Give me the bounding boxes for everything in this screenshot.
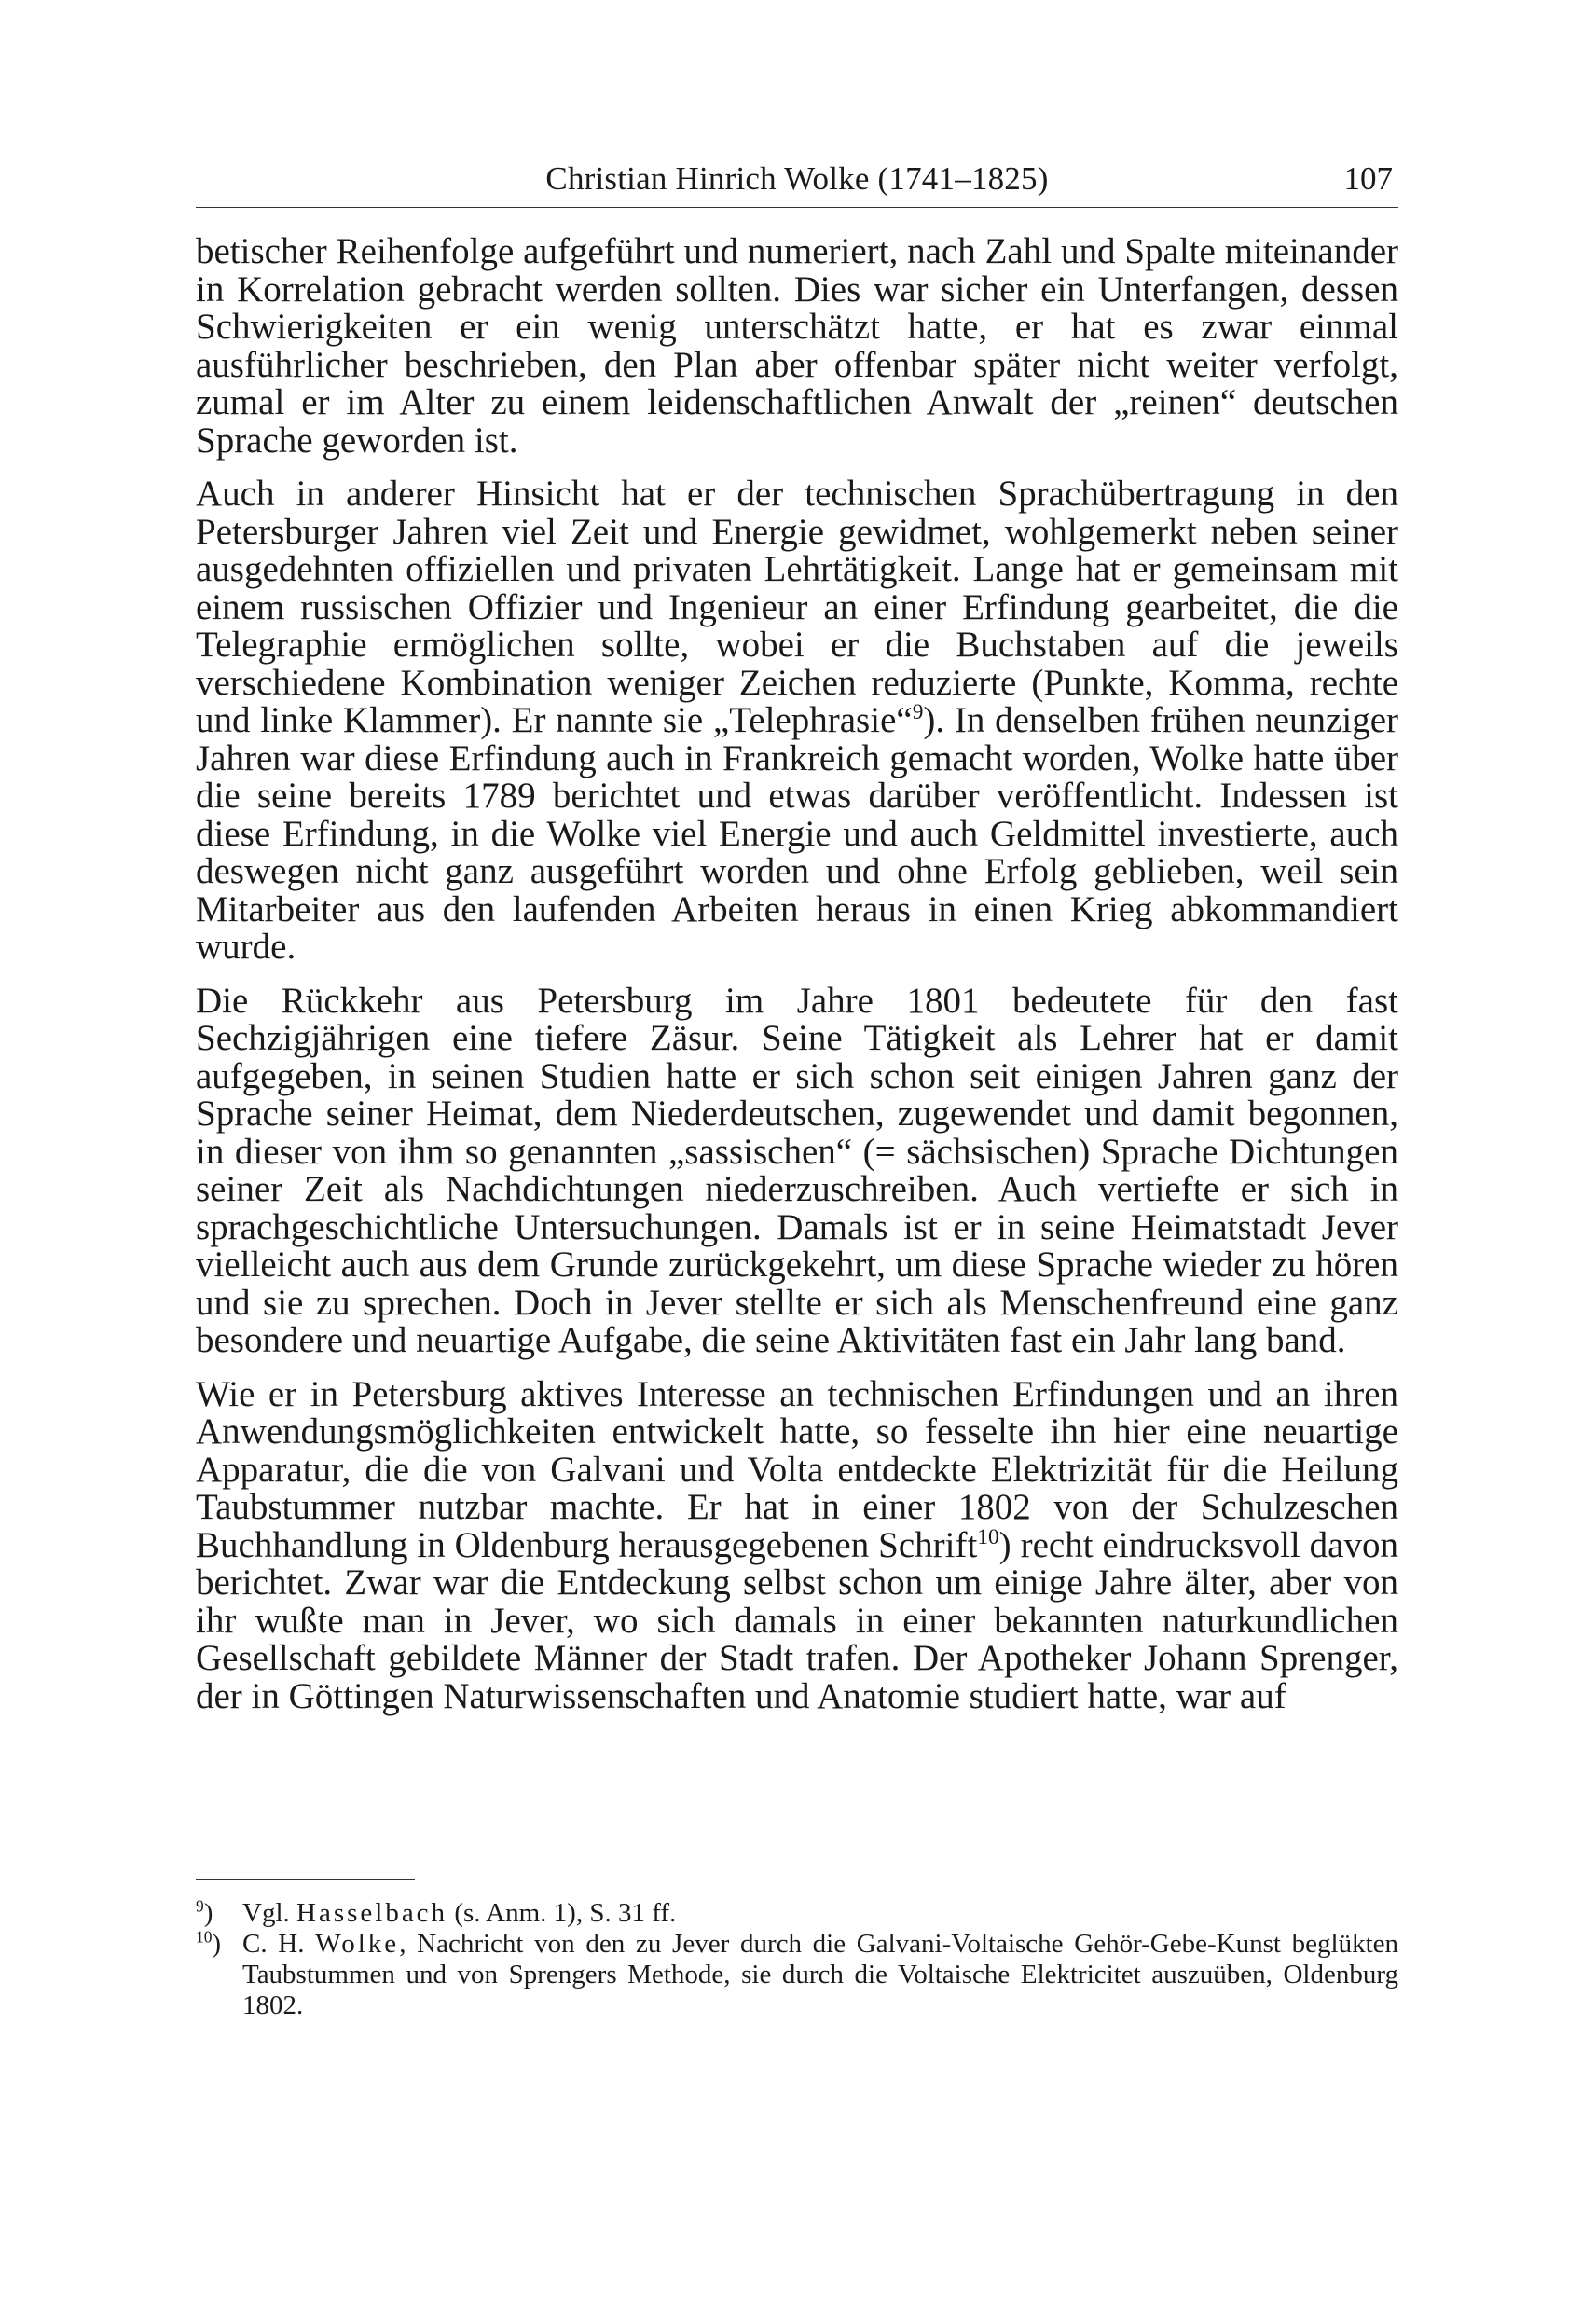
footnote-author: Hasselbach [296,1898,448,1928]
footnote-ref[interactable]: 10 [977,1524,999,1549]
paragraph: Auch in anderer Hinsicht hat er der technischen Sprachübertragung in den Petersburger Jahren viel Zeit und Energie gewidmet, wohlgemerkt neben seiner ausgedehnten offiziellen und privaten Lehrtätigkeit. Lange hat er gemeinsam mit einem russischen Offizier und Ingenieur an einer Erfindung gearbeitet, die die Telegraphie ermöglichen sollte, wobei er die Buchstaben auf die jeweils verschiedene Kombination weniger Zeichen reduzierte (Punkte, Komma, rechte und linke Klammer). Er nannte sie „Telephrasie“$^9$). In denselben frühen neunziger Jahren war diese Erfindung auch in Frankreich gemacht worden, Wolke hatte über die seine bereits 1789 berichtet und etwas darüber veröffentlicht. Indessen ist diese Erfindung, in die Wolke viel Energie und auch Geldmittel investierte, auch deswegen nicht ganz ausgeführt worden und ohne Erfolg geblieben, weil sein Mitarbeiter aus den laufenden Arbeiten heraus in einen Krieg abkommandiert wurde. [196,474,1398,967]
footnote: $^{10}$) C. H. Wolke, Nachricht von den zu Jever durch die Galvani-Voltaische Gehör-Gebe-Kunst beglükten Taubstummen und von Sprengers Methode, sie durch die Voltaische Elektricitet auszuüben, Oldenburg 1802. [196,1927,1398,2020]
paragraph: Wie er in Petersburg aktives Interesse an technischen Erfindungen und an ihren Anwendungsmöglichkeiten entwickelt hatte, so fesselte ihn hier eine neuartige Apparatur, die die von Galvani und Volta entdeckte Elektrizität für die Heilung Taubstummer nutzbar machte. Er hat in einer 1802 von der Schulzeschen Buchhandlung in Oldenburg herausgegebenen Schrift$^{10}$) recht eindrucksvoll davon berichtet. Zwar war die Entdeckung selbst schon um einige Jahre älter, aber von ihr wußte man in Jever, wo sich damals in einer bekannten naturkundlichen Gesellschaft gebildete Männer der Stadt trafen. Der Apotheker Johann Sprenger, der in Göttingen Naturwissenschaften und Anatomie studiert hatte, war auf [196,1373,1398,1716]
main-text [196,233,1398,1731]
footnote: $^9$) Vgl. Hasselbach (s. Anm. 1), S. 31 ff. [196,1896,677,1928]
running-head [196,157,1398,201]
footnote-marker: $^9$) [196,1896,213,1928]
running-title: Christian Hinrich Wolke (1741–1825) [545,160,1049,197]
footnote-author: Wolke [315,1929,400,1959]
footnotes [196,1898,1398,2021]
footnote-rule [196,1879,415,1880]
footnote-ref[interactable]: 9 [912,700,924,724]
page-number: 107 [1343,160,1393,197]
paragraph: Die Rückkehr aus Petersburg im Jahre 1801 bedeutete für den fast Sechzigjährigen eine tiefere Zäsur. Seine Tätigkeit als Lehrer hat er damit aufgegeben, in seinen Studien hatte er sich schon seit einigen Jahren ganz der Sprache seiner Heimat, dem Niederdeutschen, zugewendet und damit begonnen, in dieser von ihm so genannten „sassischen“ (= sächsischen) Sprache Dichtungen seiner Zeit als Nachdichtungen niederzuschreiben. Auch vertiefte er sich in sprachgeschichtliche Untersuchungen. Damals ist er in seine Heimatstadt Jever vielleicht auch aus dem Grunde zurückgekehrt, um diese Sprache wieder zu hören und sie zu sprechen. Doch in Jever stellte er sich als Menschenfreund eine ganz besondere und neuartige Aufgabe, die seine Aktivitäten fast ein Jahr lang band. [196,980,1398,1360]
footnote-marker: $^{10}$) [196,1927,222,1959]
paragraph: betischer Reihenfolge aufgeführt und numeriert, nach Zahl und Spalte miteinander in Korrelation gebracht werden sollten. Dies war sicher ein Unterfangen, dessen Schwierigkeiten er ein wenig unterschätzt hatte, er hat es zwar einmal ausführlicher beschrieben, den Plan aber offenbar später nicht weiter verfolgt, zumal er im Alter zu einem leidenschaftlichen Anwalt der „reinen“ deutschen Sprache geworden ist. [196,231,1398,461]
book-page [196,0,1398,2312]
header-rule [196,207,1398,208]
